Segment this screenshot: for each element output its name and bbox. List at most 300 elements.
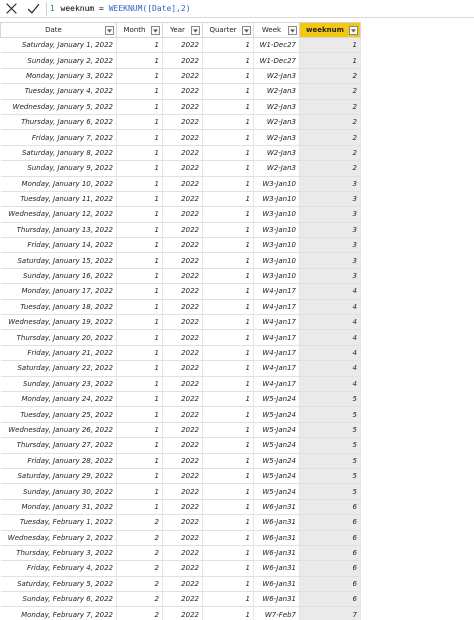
table-cell-month[interactable]: 1 bbox=[117, 84, 163, 99]
table-cell-week[interactable]: W4-Jan17 bbox=[254, 345, 300, 360]
table-cell-week[interactable]: W1-Dec27 bbox=[254, 38, 300, 53]
table-cell-date[interactable]: Monday, February 7, 2022 bbox=[1, 607, 117, 620]
table-cell-date[interactable]: Thursday, February 3, 2022 bbox=[1, 545, 117, 560]
table-cell-year[interactable]: 2022 bbox=[163, 499, 203, 514]
table-cell-quarter[interactable]: 1 bbox=[203, 407, 254, 422]
chevron-down-icon bbox=[107, 29, 112, 33]
table-cell-year[interactable]: 2022 bbox=[163, 530, 203, 545]
table-cell-month[interactable]: 1 bbox=[117, 391, 163, 406]
table-row bbox=[1, 530, 474, 545]
table-cell-year[interactable]: 2022 bbox=[163, 438, 203, 453]
column-header-date[interactable] bbox=[1, 23, 117, 38]
column-filter-button[interactable] bbox=[349, 26, 358, 35]
table-row bbox=[1, 99, 474, 114]
table-cell-year[interactable]: 2022 bbox=[163, 422, 203, 437]
table-cell-month[interactable]: 1 bbox=[117, 176, 163, 191]
table-row bbox=[1, 515, 474, 530]
table-cell-weeknum[interactable]: 4 bbox=[300, 284, 361, 299]
table-cell-quarter[interactable]: 1 bbox=[203, 607, 254, 620]
table-cell-month[interactable]: 2 bbox=[117, 592, 163, 607]
table-cell-quarter[interactable]: 1 bbox=[203, 330, 254, 345]
table-cell-date[interactable]: Friday, January 14, 2022 bbox=[1, 238, 117, 253]
table-cell-week[interactable]: W4-Jan17 bbox=[254, 315, 300, 330]
table-cell-quarter[interactable]: 1 bbox=[203, 68, 254, 83]
table-cell-quarter[interactable]: 1 bbox=[203, 361, 254, 376]
table-cell-month[interactable]: 1 bbox=[117, 222, 163, 237]
table-cell-weeknum[interactable]: 5 bbox=[300, 484, 361, 499]
table-cell-date[interactable]: Wednesday, January 5, 2022 bbox=[1, 99, 117, 114]
empty-area bbox=[361, 253, 474, 268]
column-header-week[interactable] bbox=[254, 23, 300, 38]
table-cell-month[interactable]: 1 bbox=[117, 345, 163, 360]
table-cell-date[interactable]: Wednesday, January 12, 2022 bbox=[1, 207, 117, 222]
table-cell-year[interactable]: 2022 bbox=[163, 284, 203, 299]
table-cell-date[interactable]: Saturday, February 5, 2022 bbox=[1, 576, 117, 591]
table-cell-quarter[interactable]: 1 bbox=[203, 545, 254, 560]
table-cell-date[interactable]: Sunday, January 16, 2022 bbox=[1, 268, 117, 283]
table-row bbox=[1, 545, 474, 560]
table-cell-quarter[interactable]: 1 bbox=[203, 38, 254, 53]
table-cell-quarter[interactable]: 1 bbox=[203, 561, 254, 576]
table-cell-month[interactable]: 1 bbox=[117, 299, 163, 314]
table-cell-week[interactable]: W1-Dec27 bbox=[254, 53, 300, 68]
table-cell-quarter[interactable]: 1 bbox=[203, 315, 254, 330]
table-header-row bbox=[1, 23, 474, 38]
table-cell-quarter[interactable]: 1 bbox=[203, 284, 254, 299]
table-cell-quarter[interactable]: 1 bbox=[203, 161, 254, 176]
table-cell-weeknum[interactable]: 6 bbox=[300, 592, 361, 607]
table-cell-date[interactable]: Saturday, January 1, 2022 bbox=[1, 38, 117, 53]
table-cell-year[interactable]: 2022 bbox=[163, 130, 203, 145]
table-cell-week[interactable]: W2-Jan3 bbox=[254, 114, 300, 129]
table-cell-month[interactable]: 1 bbox=[117, 238, 163, 253]
table-cell-quarter[interactable]: 1 bbox=[203, 53, 254, 68]
table-cell-date[interactable]: Thursday, January 20, 2022 bbox=[1, 330, 117, 345]
table-cell-month[interactable]: 1 bbox=[117, 130, 163, 145]
table-cell-month[interactable]: 1 bbox=[117, 376, 163, 391]
table-cell-weeknum[interactable]: 5 bbox=[300, 453, 361, 468]
table-cell-week[interactable]: W3-Jan10 bbox=[254, 207, 300, 222]
table-cell-month[interactable]: 1 bbox=[117, 453, 163, 468]
table-cell-month[interactable]: 2 bbox=[117, 515, 163, 530]
table-cell-week[interactable]: W2-Jan3 bbox=[254, 68, 300, 83]
table-cell-month[interactable]: 1 bbox=[117, 207, 163, 222]
column-header-month[interactable] bbox=[117, 23, 163, 38]
table-cell-year[interactable]: 2022 bbox=[163, 391, 203, 406]
table-cell-quarter[interactable]: 1 bbox=[203, 391, 254, 406]
table-cell-year[interactable]: 2022 bbox=[163, 315, 203, 330]
table-cell-weeknum[interactable]: 5 bbox=[300, 438, 361, 453]
table-row bbox=[1, 315, 474, 330]
table-cell-week[interactable]: W6-Jan31 bbox=[254, 515, 300, 530]
table-cell-date[interactable]: Friday, January 7, 2022 bbox=[1, 130, 117, 145]
table-cell-week[interactable]: W6-Jan31 bbox=[254, 576, 300, 591]
table-cell-weeknum[interactable]: 7 bbox=[300, 607, 361, 620]
table-cell-weeknum[interactable]: 6 bbox=[300, 499, 361, 514]
empty-area bbox=[361, 299, 474, 314]
table-cell-quarter[interactable]: 1 bbox=[203, 84, 254, 99]
table-cell-date[interactable]: Thursday, January 6, 2022 bbox=[1, 114, 117, 129]
table-cell-date[interactable]: Friday, January 28, 2022 bbox=[1, 453, 117, 468]
table-cell-year[interactable]: 2022 bbox=[163, 330, 203, 345]
table-cell-weeknum[interactable]: 6 bbox=[300, 561, 361, 576]
table-cell-week[interactable]: W5-Jan24 bbox=[254, 468, 300, 483]
table-cell-week[interactable]: W4-Jan17 bbox=[254, 284, 300, 299]
table-cell-weeknum[interactable]: 6 bbox=[300, 515, 361, 530]
table-row bbox=[1, 145, 474, 160]
table-cell-year[interactable]: 2022 bbox=[163, 253, 203, 268]
table-row bbox=[1, 130, 474, 145]
table-cell-quarter[interactable]: 1 bbox=[203, 253, 254, 268]
table-cell-quarter[interactable]: 1 bbox=[203, 515, 254, 530]
chevron-down-icon bbox=[153, 29, 158, 33]
formula-measure-name: weeknum = bbox=[60, 4, 109, 13]
empty-area bbox=[361, 391, 474, 406]
table-cell-week[interactable]: W6-Jan31 bbox=[254, 545, 300, 560]
table-cell-year[interactable]: 2022 bbox=[163, 361, 203, 376]
table-cell-weeknum[interactable]: 3 bbox=[300, 222, 361, 237]
table-row bbox=[1, 238, 474, 253]
table-cell-date[interactable]: Tuesday, February 1, 2022 bbox=[1, 515, 117, 530]
table-cell-month[interactable]: 1 bbox=[117, 330, 163, 345]
table-cell-date[interactable]: Sunday, January 2, 2022 bbox=[1, 53, 117, 68]
empty-area bbox=[361, 407, 474, 422]
table-cell-year[interactable]: 2022 bbox=[163, 238, 203, 253]
table-cell-year[interactable]: 2022 bbox=[163, 84, 203, 99]
table-cell-year[interactable]: 2022 bbox=[163, 345, 203, 360]
table-cell-weeknum[interactable]: 2 bbox=[300, 68, 361, 83]
table-cell-week[interactable]: W2-Jan3 bbox=[254, 130, 300, 145]
empty-area bbox=[361, 268, 474, 283]
table-cell-date[interactable]: Friday, February 4, 2022 bbox=[1, 561, 117, 576]
table-cell-date[interactable]: Wednesday, January 26, 2022 bbox=[1, 422, 117, 437]
empty-area bbox=[361, 607, 474, 620]
empty-area bbox=[361, 145, 474, 160]
table-cell-year[interactable]: 2022 bbox=[163, 114, 203, 129]
table-cell-year[interactable]: 2022 bbox=[163, 453, 203, 468]
table-cell-weeknum[interactable]: 4 bbox=[300, 345, 361, 360]
table-cell-weeknum[interactable]: 3 bbox=[300, 176, 361, 191]
empty-area bbox=[361, 23, 474, 38]
table-cell-quarter[interactable]: 1 bbox=[203, 176, 254, 191]
table-cell-date[interactable]: Friday, January 21, 2022 bbox=[1, 345, 117, 360]
table-cell-month[interactable]: 1 bbox=[117, 499, 163, 514]
empty-area bbox=[361, 438, 474, 453]
table-cell-quarter[interactable]: 1 bbox=[203, 114, 254, 129]
formula-line-number: 1 bbox=[50, 4, 55, 13]
table-cell-week[interactable]: W4-Jan17 bbox=[254, 299, 300, 314]
table-cell-weeknum[interactable]: 4 bbox=[300, 330, 361, 345]
column-header-quarter[interactable] bbox=[203, 23, 254, 38]
table-cell-year[interactable]: 2022 bbox=[163, 376, 203, 391]
table-cell-week[interactable]: W5-Jan24 bbox=[254, 453, 300, 468]
table-row bbox=[1, 53, 474, 68]
table-cell-year[interactable]: 2022 bbox=[163, 191, 203, 206]
table-cell-quarter[interactable]: 1 bbox=[203, 438, 254, 453]
table-cell-year[interactable]: 2022 bbox=[163, 484, 203, 499]
table-cell-month[interactable]: 1 bbox=[117, 145, 163, 160]
table-row bbox=[1, 268, 474, 283]
table-cell-year[interactable]: 2022 bbox=[163, 407, 203, 422]
table-cell-weeknum[interactable]: 6 bbox=[300, 530, 361, 545]
table-cell-week[interactable]: W2-Jan3 bbox=[254, 99, 300, 114]
column-header-label: weeknum bbox=[306, 26, 344, 34]
table-cell-quarter[interactable]: 1 bbox=[203, 99, 254, 114]
checkmark-icon bbox=[27, 2, 40, 15]
table-cell-month[interactable]: 2 bbox=[117, 607, 163, 620]
table-cell-year[interactable]: 2022 bbox=[163, 176, 203, 191]
table-cell-week[interactable]: W3-Jan10 bbox=[254, 191, 300, 206]
table-cell-date[interactable]: Sunday, January 30, 2022 bbox=[1, 484, 117, 499]
empty-area bbox=[361, 315, 474, 330]
table-cell-week[interactable]: W2-Jan3 bbox=[254, 145, 300, 160]
column-header-label: Month bbox=[123, 26, 146, 34]
table-cell-weeknum[interactable]: 6 bbox=[300, 576, 361, 591]
table-cell-week[interactable]: W5-Jan24 bbox=[254, 484, 300, 499]
table-cell-date[interactable]: Monday, January 10, 2022 bbox=[1, 176, 117, 191]
table-cell-date[interactable]: Saturday, January 8, 2022 bbox=[1, 145, 117, 160]
table-cell-quarter[interactable]: 1 bbox=[203, 299, 254, 314]
table-row bbox=[1, 376, 474, 391]
table-row bbox=[1, 484, 474, 499]
table-cell-week[interactable]: W6-Jan31 bbox=[254, 499, 300, 514]
table-cell-weeknum[interactable]: 1 bbox=[300, 53, 361, 68]
table-row bbox=[1, 207, 474, 222]
table-row bbox=[1, 68, 474, 83]
table-cell-year[interactable]: 2022 bbox=[163, 53, 203, 68]
table-cell-year[interactable]: 2022 bbox=[163, 99, 203, 114]
table-cell-weeknum[interactable]: 3 bbox=[300, 253, 361, 268]
table-cell-weeknum[interactable]: 2 bbox=[300, 84, 361, 99]
empty-area bbox=[361, 592, 474, 607]
empty-area bbox=[361, 576, 474, 591]
table-cell-weeknum[interactable]: 2 bbox=[300, 99, 361, 114]
table-cell-year[interactable]: 2022 bbox=[163, 38, 203, 53]
table-cell-week[interactable]: W7-Feb7 bbox=[254, 607, 300, 620]
table-cell-date[interactable]: Monday, January 31, 2022 bbox=[1, 499, 117, 514]
table-cell-weeknum[interactable]: 3 bbox=[300, 191, 361, 206]
column-header-label: Date bbox=[45, 26, 62, 34]
table-cell-weeknum[interactable]: 5 bbox=[300, 407, 361, 422]
cancel-formula-button[interactable] bbox=[0, 0, 22, 18]
table-cell-month[interactable]: 1 bbox=[117, 191, 163, 206]
table-cell-week[interactable]: W3-Jan10 bbox=[254, 268, 300, 283]
table-cell-date[interactable]: Tuesday, January 18, 2022 bbox=[1, 299, 117, 314]
table-cell-week[interactable]: W3-Jan10 bbox=[254, 222, 300, 237]
table-cell-month[interactable]: 1 bbox=[117, 438, 163, 453]
table-cell-year[interactable]: 2022 bbox=[163, 468, 203, 483]
table-cell-year[interactable]: 2022 bbox=[163, 268, 203, 283]
empty-area bbox=[361, 499, 474, 514]
table-cell-weeknum[interactable]: 3 bbox=[300, 238, 361, 253]
close-x-icon bbox=[5, 2, 18, 15]
table-cell-weeknum[interactable]: 2 bbox=[300, 145, 361, 160]
table-cell-month[interactable]: 1 bbox=[117, 484, 163, 499]
table-row bbox=[1, 607, 474, 620]
empty-area bbox=[361, 68, 474, 83]
table-cell-quarter[interactable]: 1 bbox=[203, 238, 254, 253]
table-cell-month[interactable]: 1 bbox=[117, 114, 163, 129]
table-cell-quarter[interactable]: 1 bbox=[203, 268, 254, 283]
column-header-label: Year bbox=[170, 26, 185, 34]
table-cell-week[interactable]: W5-Jan24 bbox=[254, 438, 300, 453]
table-cell-date[interactable]: Tuesday, January 25, 2022 bbox=[1, 407, 117, 422]
table-cell-quarter[interactable]: 1 bbox=[203, 453, 254, 468]
table-cell-month[interactable]: 1 bbox=[117, 284, 163, 299]
table-cell-year[interactable]: 2022 bbox=[163, 145, 203, 160]
table-cell-date[interactable]: Monday, January 17, 2022 bbox=[1, 284, 117, 299]
empty-area bbox=[361, 53, 474, 68]
empty-area bbox=[361, 361, 474, 376]
table-cell-quarter[interactable]: 1 bbox=[203, 484, 254, 499]
table-body bbox=[1, 38, 474, 620]
table-cell-month[interactable]: 1 bbox=[117, 268, 163, 283]
table-cell-year[interactable]: 2022 bbox=[163, 607, 203, 620]
column-header-weeknum[interactable] bbox=[300, 23, 361, 38]
table-cell-quarter[interactable]: 1 bbox=[203, 145, 254, 160]
table-cell-weeknum[interactable]: 4 bbox=[300, 315, 361, 330]
table-cell-weeknum[interactable]: 4 bbox=[300, 376, 361, 391]
table-cell-quarter[interactable]: 1 bbox=[203, 345, 254, 360]
table-cell-month[interactable]: 1 bbox=[117, 468, 163, 483]
table-cell-month[interactable]: 2 bbox=[117, 530, 163, 545]
table-cell-year[interactable]: 2022 bbox=[163, 161, 203, 176]
table-cell-quarter[interactable]: 1 bbox=[203, 191, 254, 206]
table-cell-year[interactable]: 2022 bbox=[163, 299, 203, 314]
table-cell-date[interactable]: Tuesday, January 4, 2022 bbox=[1, 84, 117, 99]
table-cell-weeknum[interactable]: 2 bbox=[300, 130, 361, 145]
table-cell-month[interactable]: 1 bbox=[117, 68, 163, 83]
table-cell-year[interactable]: 2022 bbox=[163, 545, 203, 560]
table-cell-quarter[interactable]: 1 bbox=[203, 422, 254, 437]
empty-area bbox=[361, 238, 474, 253]
table-cell-weeknum[interactable]: 4 bbox=[300, 361, 361, 376]
table-cell-year[interactable]: 2022 bbox=[163, 222, 203, 237]
table-cell-month[interactable]: 1 bbox=[117, 161, 163, 176]
table-cell-week[interactable]: W2-Jan3 bbox=[254, 161, 300, 176]
table-cell-week[interactable]: W2-Jan3 bbox=[254, 84, 300, 99]
table-cell-weeknum[interactable]: 1 bbox=[300, 38, 361, 53]
table-cell-quarter[interactable]: 1 bbox=[203, 530, 254, 545]
table-cell-week[interactable]: W3-Jan10 bbox=[254, 176, 300, 191]
table-cell-weeknum[interactable]: 2 bbox=[300, 114, 361, 129]
table-row bbox=[1, 345, 474, 360]
table-cell-quarter[interactable]: 1 bbox=[203, 376, 254, 391]
table-cell-quarter[interactable]: 1 bbox=[203, 499, 254, 514]
table-cell-quarter[interactable]: 1 bbox=[203, 468, 254, 483]
table-cell-date[interactable]: Sunday, January 23, 2022 bbox=[1, 376, 117, 391]
table-cell-quarter[interactable]: 1 bbox=[203, 576, 254, 591]
table-cell-date[interactable]: Saturday, January 22, 2022 bbox=[1, 361, 117, 376]
table-cell-week[interactable]: W6-Jan31 bbox=[254, 530, 300, 545]
table-cell-quarter[interactable]: 1 bbox=[203, 207, 254, 222]
table-cell-date[interactable]: Wednesday, February 2, 2022 bbox=[1, 530, 117, 545]
table-cell-week[interactable]: W3-Jan10 bbox=[254, 253, 300, 268]
table-cell-weeknum[interactable]: 4 bbox=[300, 299, 361, 314]
table-cell-week[interactable]: W4-Jan17 bbox=[254, 376, 300, 391]
table-cell-quarter[interactable]: 1 bbox=[203, 592, 254, 607]
table-cell-year[interactable]: 2022 bbox=[163, 515, 203, 530]
data-table bbox=[0, 22, 474, 620]
table-cell-week[interactable]: W5-Jan24 bbox=[254, 391, 300, 406]
column-header-year[interactable] bbox=[163, 23, 203, 38]
table-cell-date[interactable]: Sunday, February 6, 2022 bbox=[1, 592, 117, 607]
table-cell-week[interactable]: W5-Jan24 bbox=[254, 407, 300, 422]
table-cell-weeknum[interactable]: 3 bbox=[300, 207, 361, 222]
table-cell-year[interactable]: 2022 bbox=[163, 592, 203, 607]
table-row bbox=[1, 114, 474, 129]
table-cell-date[interactable]: Monday, January 3, 2022 bbox=[1, 68, 117, 83]
table-cell-date[interactable]: Thursday, January 13, 2022 bbox=[1, 222, 117, 237]
table-cell-year[interactable]: 2022 bbox=[163, 68, 203, 83]
table-cell-week[interactable]: W6-Jan31 bbox=[254, 561, 300, 576]
commit-formula-button[interactable] bbox=[22, 0, 44, 18]
table-cell-weeknum[interactable]: 3 bbox=[300, 268, 361, 283]
column-filter-button[interactable] bbox=[288, 26, 297, 35]
table-cell-month[interactable]: 1 bbox=[117, 253, 163, 268]
table-row bbox=[1, 176, 474, 191]
column-header-label: Week bbox=[261, 26, 282, 34]
table-cell-month[interactable]: 1 bbox=[117, 38, 163, 53]
column-header-label: Quarter bbox=[209, 26, 237, 34]
table-row bbox=[1, 284, 474, 299]
table-cell-date[interactable]: Wednesday, January 19, 2022 bbox=[1, 315, 117, 330]
table-cell-date[interactable]: Monday, January 24, 2022 bbox=[1, 391, 117, 406]
table-cell-month[interactable]: 1 bbox=[117, 53, 163, 68]
table-row bbox=[1, 468, 474, 483]
table-cell-month[interactable]: 1 bbox=[117, 422, 163, 437]
table-row bbox=[1, 499, 474, 514]
table-row bbox=[1, 592, 474, 607]
table-cell-date[interactable]: Saturday, January 29, 2022 bbox=[1, 468, 117, 483]
table-row bbox=[1, 453, 474, 468]
table-cell-quarter[interactable]: 1 bbox=[203, 130, 254, 145]
table-cell-month[interactable]: 1 bbox=[117, 315, 163, 330]
column-filter-button[interactable] bbox=[151, 26, 160, 35]
table-cell-weeknum[interactable]: 5 bbox=[300, 422, 361, 437]
table-cell-week[interactable]: W4-Jan17 bbox=[254, 361, 300, 376]
empty-area bbox=[361, 422, 474, 437]
table-cell-weeknum[interactable]: 5 bbox=[300, 468, 361, 483]
table-cell-year[interactable]: 2022 bbox=[163, 561, 203, 576]
table-cell-quarter[interactable]: 1 bbox=[203, 222, 254, 237]
table-cell-month[interactable]: 1 bbox=[117, 99, 163, 114]
table-row bbox=[1, 561, 474, 576]
table-cell-year[interactable]: 2022 bbox=[163, 576, 203, 591]
table-cell-weeknum[interactable]: 5 bbox=[300, 391, 361, 406]
table-cell-month[interactable]: 2 bbox=[117, 576, 163, 591]
table-cell-date[interactable]: Saturday, January 15, 2022 bbox=[1, 253, 117, 268]
table-cell-weeknum[interactable]: 2 bbox=[300, 161, 361, 176]
table-cell-date[interactable]: Tuesday, January 11, 2022 bbox=[1, 191, 117, 206]
table-cell-week[interactable]: W4-Jan17 bbox=[254, 330, 300, 345]
table-cell-month[interactable]: 1 bbox=[117, 361, 163, 376]
table-cell-month[interactable]: 1 bbox=[117, 407, 163, 422]
column-filter-button[interactable] bbox=[191, 26, 200, 35]
column-filter-button[interactable] bbox=[242, 26, 251, 35]
formula-editor[interactable] bbox=[61, 4, 191, 13]
table-cell-week[interactable]: W3-Jan10 bbox=[254, 238, 300, 253]
table-cell-week[interactable]: W6-Jan31 bbox=[254, 592, 300, 607]
table-cell-date[interactable]: Sunday, January 9, 2022 bbox=[1, 161, 117, 176]
table-cell-weeknum[interactable]: 6 bbox=[300, 545, 361, 560]
table-cell-year[interactable]: 2022 bbox=[163, 207, 203, 222]
table-cell-week[interactable]: W5-Jan24 bbox=[254, 422, 300, 437]
table-cell-month[interactable]: 2 bbox=[117, 545, 163, 560]
table-cell-month[interactable]: 2 bbox=[117, 561, 163, 576]
table-cell-date[interactable]: Thursday, January 27, 2022 bbox=[1, 438, 117, 453]
column-filter-button[interactable] bbox=[105, 26, 114, 35]
